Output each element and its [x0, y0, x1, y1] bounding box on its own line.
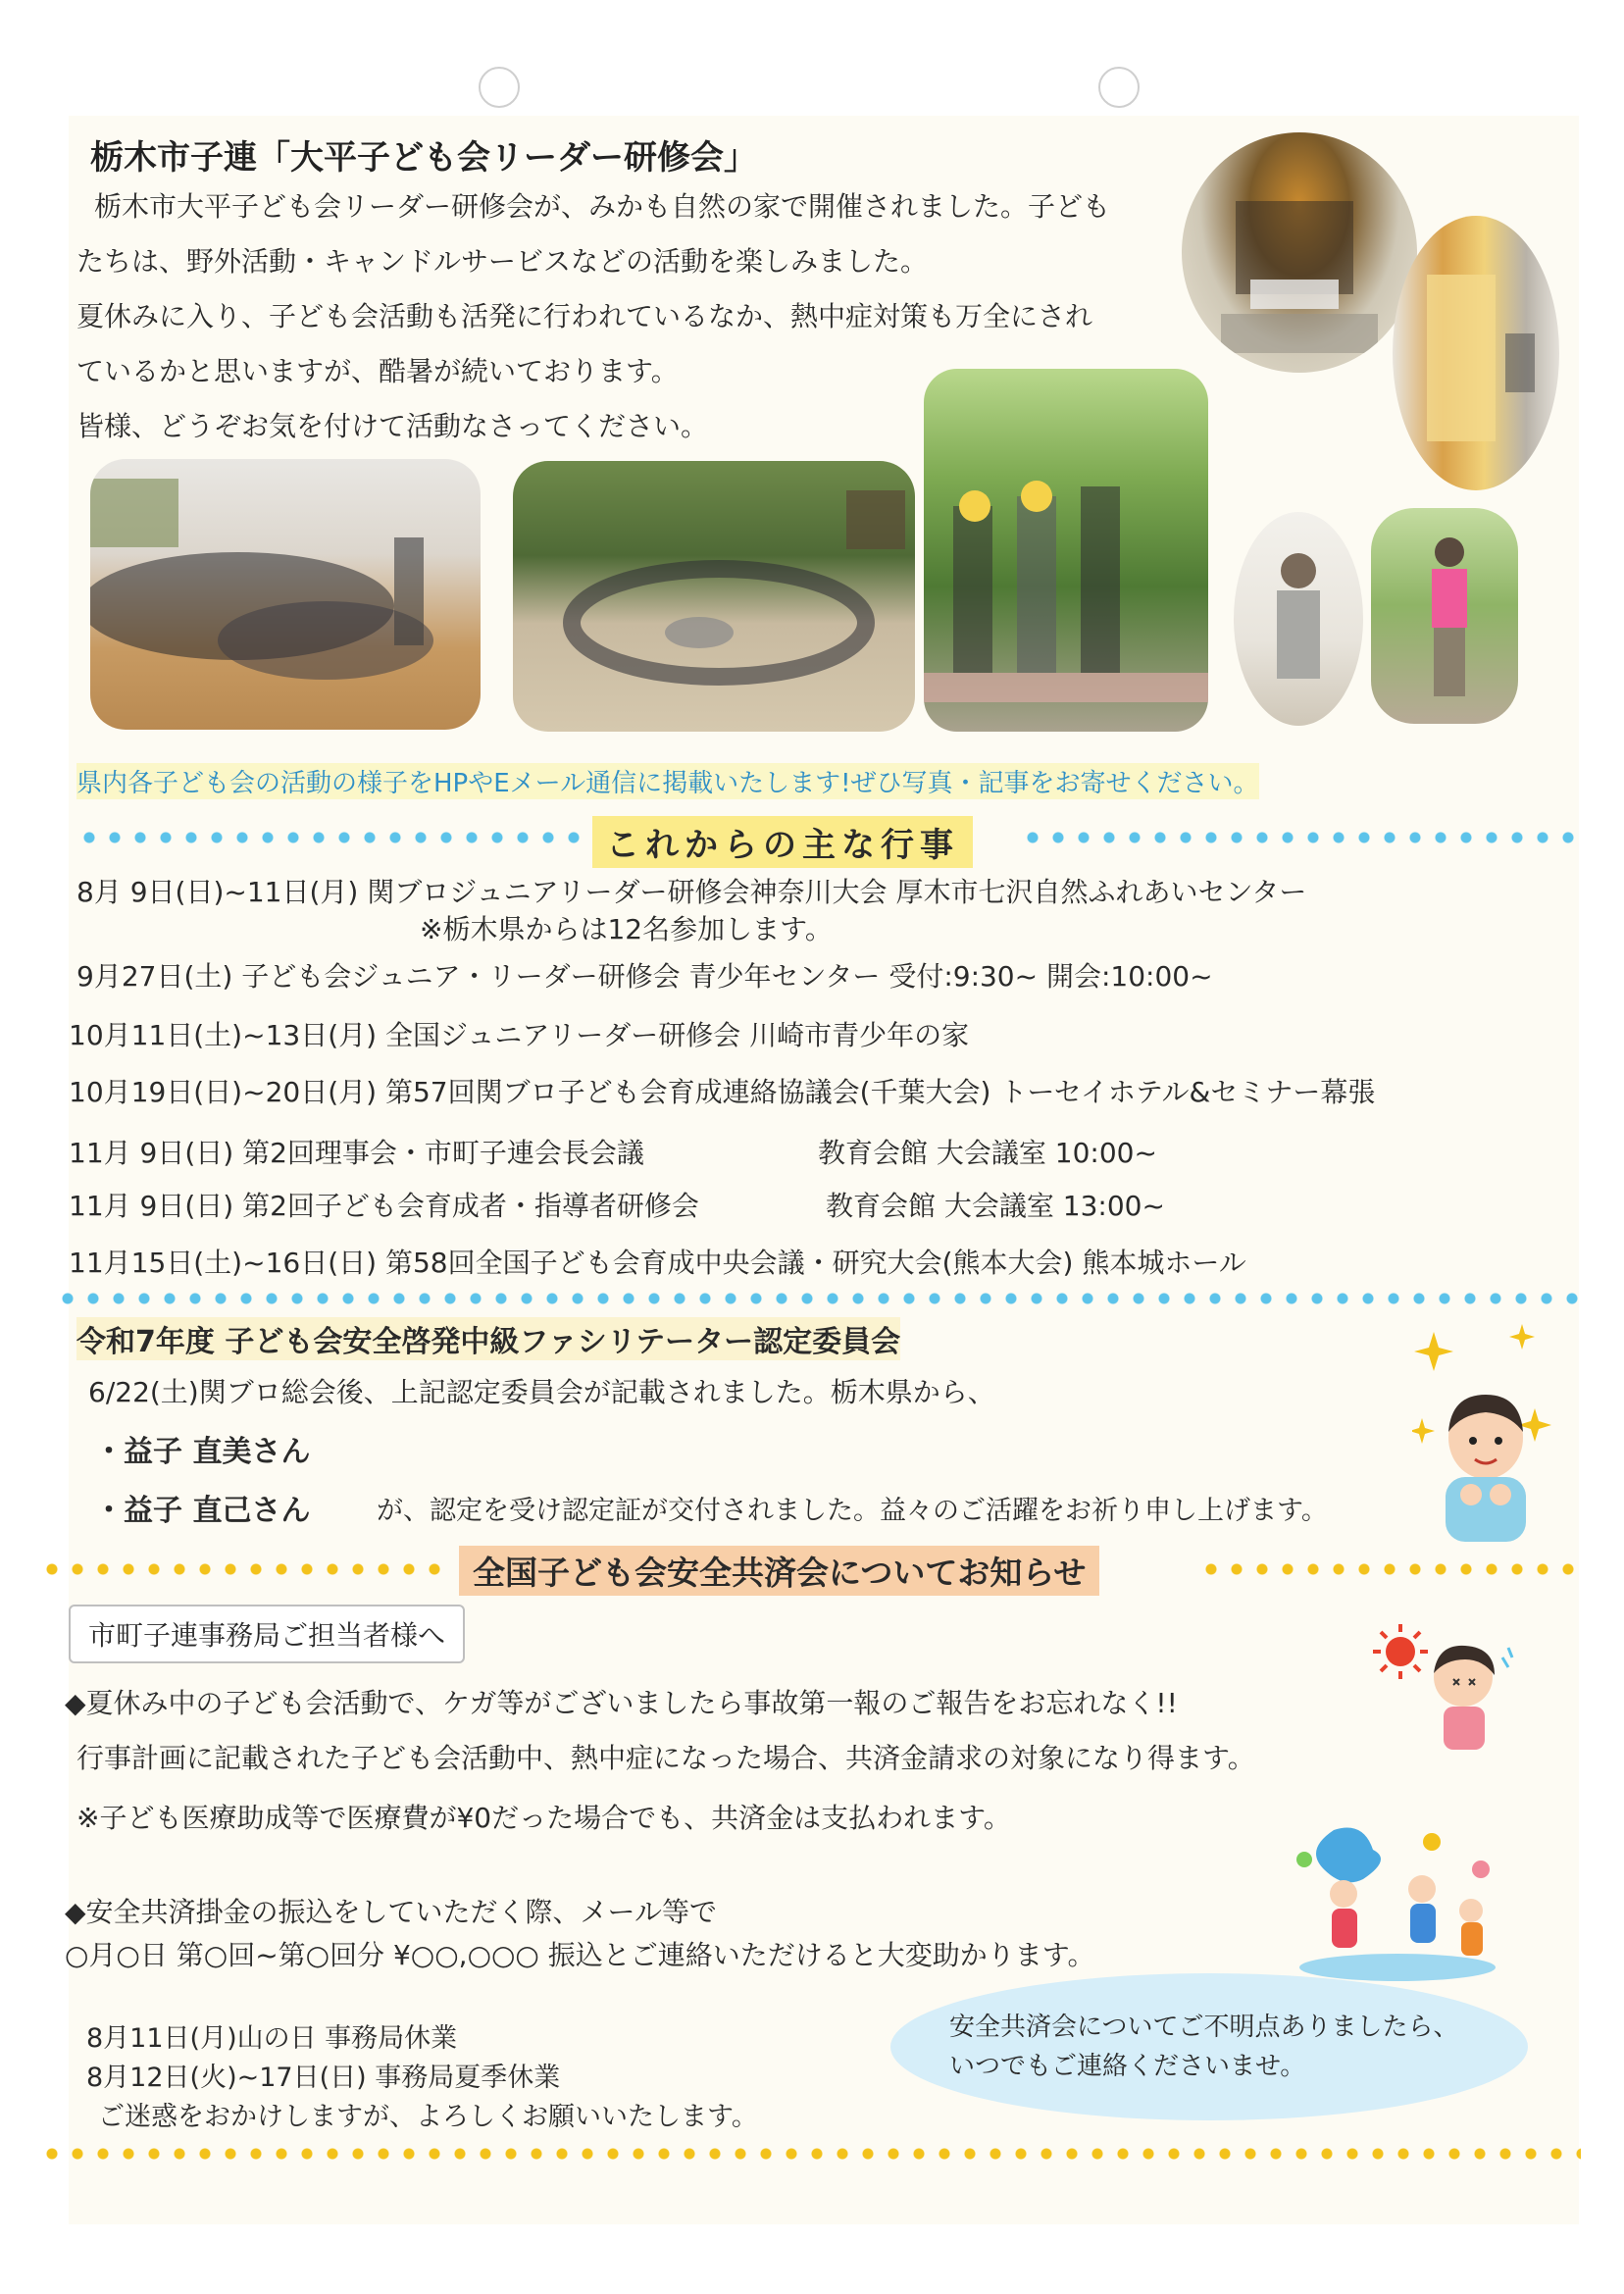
photo-forest-leader — [1371, 508, 1518, 724]
insurance-paragraph-5: ○月○日 第○回~第○回分 ¥○○,○○○ 振込とご連絡いただけると大変助かります。 — [65, 1939, 1095, 1971]
events-title: これからの主な行事 — [592, 816, 973, 868]
office-closed-2: 8月12日(火)~17日(日) 事務局夏季休業 — [86, 2063, 561, 2093]
office-closed-1: 8月11日(月)山の日 事務局休業 — [86, 2023, 458, 2054]
insurance-paragraph-4: ◆安全共済掛金の振込をしていただく際、メール等で — [65, 1896, 717, 1928]
event-item-4: 10月19日(日)~20日(月) 第57回関ブロ子ども会育成連絡協議会(千葉大会) トーセイホテル&セミナー幕張 — [69, 1076, 1376, 1108]
event-item-7: 11月15日(土)~16日(日) 第58回全国子ども会育成中央会議・研究大会(熊本大会) 熊本城ホール — [69, 1247, 1246, 1279]
event-item-5-venue: 教育会館 大会議室 10:00~ — [818, 1137, 1157, 1169]
certification-title: 令和7年度 子ども会安全啓発中級ファシリテーター認定委員会 — [76, 1317, 900, 1360]
certified-name-1: ・益子 直美さん — [94, 1435, 311, 1469]
photo-outdoor-circle — [513, 461, 915, 732]
photo-corridor — [1393, 216, 1559, 490]
photo-forest-walk — [924, 369, 1208, 732]
office-closed-apology: ご迷惑をおかけしますが、よろしくお願いいたします。 — [98, 2102, 758, 2132]
divider-dots-events-left — [76, 832, 586, 843]
photo-hall-interior — [1182, 132, 1417, 373]
insurance-paragraph-2: 行事計画に記載された子ども会活動中、熱中症になった場合、共済金請求の対象になり得ます。 — [76, 1742, 1255, 1774]
section1-line-3: 夏休みに入り、子ども会活動も活発に行われているなか、熱中症対策も万全にされ — [76, 300, 1093, 332]
punch-hole-left — [479, 67, 520, 108]
section1-line-4: ているかと思いますが、酷暑が続いております。 — [76, 355, 679, 387]
contact-bubble-line-2: いつでもご連絡くださいませ。 — [949, 2052, 1306, 2081]
photo-speaker-woman — [1234, 512, 1363, 726]
divider-dots-insurance-right — [1198, 1563, 1579, 1575]
section1-line-2: たちは、野外活動・キャンドルサービスなどの活動を楽しみました。 — [76, 245, 929, 278]
divider-dots-cert — [55, 1293, 1581, 1304]
divider-dots-bottom — [39, 2148, 1581, 2160]
event-item-6: 11月 9日(日) 第2回子ども会育成者・指導者研修会 — [69, 1190, 699, 1222]
section1-line-5: 皆様、どうぞお気を付けて活動なさってください。 — [76, 410, 709, 442]
event-item-1: 8月 9日(日)~11日(月) 関ブロジュニアリーダー研修会神奈川大会 厚木市七沢自然ふれあいセンター — [76, 876, 1307, 908]
contact-bubble-line-1: 安全共済会についてご不明点ありましたら、 — [949, 2013, 1459, 2042]
certified-name-2: ・益子 直己さん — [94, 1494, 311, 1528]
divider-dots-events-right — [1020, 832, 1579, 843]
photo-submission-notice: 県内各子ども会の活動の様子をHPやEメール通信に掲載いたします!ぜひ写真・記事をお寄せください。 — [76, 763, 1259, 799]
punch-hole-right — [1098, 67, 1140, 108]
kids-water-play-illustration — [1285, 1820, 1510, 1987]
event-item-5: 11月 9日(日) 第2回理事会・市町子連会長会議 — [69, 1137, 644, 1169]
girl-heat-illustration — [1414, 1638, 1522, 1756]
certification-line-1: 6/22(土)関ブロ総会後、上記認定委員会が記載されました。栃木県から、 — [88, 1376, 995, 1408]
section1-line-1: 栃木市大平子ども会リーダー研修会が、みかも自然の家で開催されました。子ども — [94, 190, 1111, 223]
insurance-paragraph-1: ◆夏休み中の子ども会活動で、ケガ等がございましたら事故第一報のご報告をお忘れなく!! — [65, 1687, 1178, 1719]
certification-line-2: が、認定を受け認定証が交付されました。益々のご活躍をお祈り申し上げます。 — [377, 1496, 1328, 1526]
boy-illustration — [1432, 1387, 1540, 1544]
insurance-title: 全国子ども会安全共済会についてお知らせ — [459, 1546, 1099, 1596]
event-item-2: 9月27日(土) 子ども会ジュニア・リーダー研修会 青少年センター 受付:9:30~ 開会:10:00~ — [76, 960, 1213, 993]
photo-indoor-meeting — [90, 459, 481, 730]
section1-title: 栃木市子連「大平子ども会リーダー研修会」 — [90, 138, 757, 178]
insurance-paragraph-3: ※子ども医療助成等で医療費が¥0だった場合でも、共済金は支払われます。 — [76, 1802, 1011, 1834]
event-item-6-venue: 教育会館 大会議室 13:00~ — [826, 1190, 1165, 1222]
event-item-3: 10月11日(土)~13日(月) 全国ジュニアリーダー研修会 川崎市青少年の家 — [69, 1019, 970, 1051]
event-item-1-note: ※栃木県からは12名参加します。 — [420, 913, 833, 945]
addressee-box: 市町子連事務局ご担当者様へ — [69, 1605, 465, 1663]
divider-dots-insurance-left — [39, 1563, 451, 1575]
